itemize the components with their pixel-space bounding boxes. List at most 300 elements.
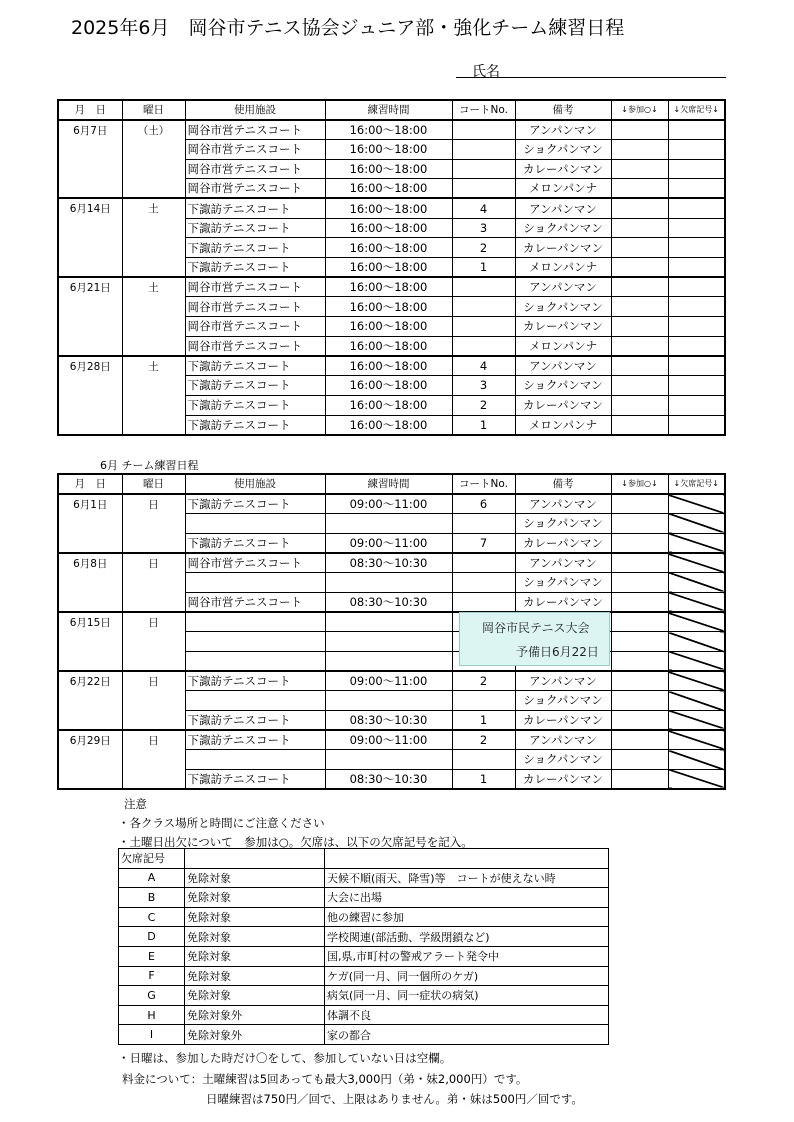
table-row <box>58 750 725 770</box>
attendance-input[interactable] <box>611 277 668 297</box>
court-cell <box>452 336 515 356</box>
court-cell: 3 <box>452 218 515 238</box>
note-cell: メロンパンナ <box>515 179 611 199</box>
court-cell: 2 <box>452 730 515 750</box>
date-cell <box>58 139 122 159</box>
attendance-input[interactable] <box>611 691 668 711</box>
note-cell: ショクパンマン <box>515 572 611 592</box>
day-cell <box>122 218 185 238</box>
absence-type: 免除対象 <box>185 888 325 908</box>
note-cell: アンパンマン <box>515 730 611 750</box>
court-cell: 2 <box>452 395 515 415</box>
day-cell <box>122 651 185 671</box>
absence-code-row <box>119 946 609 966</box>
header-day: 曜日 <box>122 474 185 494</box>
note-cell: アンパンマン <box>515 277 611 297</box>
facility-cell: 下諏訪テニスコート <box>185 218 325 238</box>
table-row <box>58 297 725 317</box>
absence-code-input[interactable] <box>668 258 725 278</box>
facility-cell: 岡谷市営テニスコート <box>185 553 325 573</box>
facility-cell: 岡谷市営テニスコート <box>185 159 325 179</box>
absence-type: 免除対象 <box>185 966 325 986</box>
table-row <box>58 336 725 356</box>
date-cell <box>58 710 122 730</box>
tournament-reserve-day: 予備日6月22日 <box>516 645 599 659</box>
time-cell <box>325 513 452 533</box>
time-cell: 09:00～11:00 <box>325 671 452 691</box>
day-cell: 日 <box>122 730 185 750</box>
absence-code: I <box>119 1025 185 1045</box>
day-cell: 日 <box>122 494 185 514</box>
tournament-name: 岡谷市民テニス大会 <box>482 621 590 635</box>
note-cell: アンパンマン <box>515 494 611 514</box>
header-absence-code: ↓欠席記号↓ <box>668 100 725 120</box>
attendance-input[interactable] <box>611 730 668 750</box>
attendance-input[interactable] <box>611 120 668 140</box>
time-cell: 08:30～10:30 <box>325 769 452 789</box>
absence-type: 免除対象 <box>185 946 325 966</box>
header-note: 備考 <box>515 474 611 494</box>
day-cell: 日 <box>122 612 185 632</box>
facility-cell: 下諏訪テニスコート <box>185 258 325 278</box>
header-facility: 使用施設 <box>185 100 325 120</box>
absence-code-input[interactable] <box>668 572 725 592</box>
attendance-input[interactable] <box>611 513 668 533</box>
attendance-input[interactable] <box>611 651 668 671</box>
absence-code-input[interactable] <box>668 159 725 179</box>
team-schedule-subtitle: 6月 チーム練習日程 <box>100 459 199 472</box>
court-cell <box>452 572 515 592</box>
facility-cell: 岡谷市営テニスコート <box>185 297 325 317</box>
facility-cell: 下諏訪テニスコート <box>185 730 325 750</box>
absence-reason: 国,県,市町村の警戒アラート発令中 <box>325 946 609 966</box>
header-note: 備考 <box>515 100 611 120</box>
facility-cell: 下諏訪テニスコート <box>185 198 325 218</box>
table-row <box>58 513 725 533</box>
day-cell <box>122 710 185 730</box>
time-cell <box>325 612 452 632</box>
court-cell <box>452 553 515 573</box>
date-cell: 6月14日 <box>58 198 122 218</box>
table-row <box>58 238 725 258</box>
date-cell: 6月8日 <box>58 553 122 573</box>
date-cell <box>58 651 122 671</box>
attendance-input[interactable] <box>611 258 668 278</box>
facility-cell: 下諏訪テニスコート <box>185 533 325 553</box>
date-cell <box>58 592 122 612</box>
note-cell: アンパンマン <box>515 120 611 140</box>
time-cell: 16:00～18:00 <box>325 139 452 159</box>
court-cell <box>452 277 515 297</box>
time-cell: 16:00～18:00 <box>325 120 452 140</box>
name-field[interactable] <box>456 77 726 78</box>
attendance-input[interactable] <box>611 415 668 435</box>
table-row <box>58 651 725 671</box>
absence-code-row <box>119 907 609 927</box>
time-cell <box>325 691 452 711</box>
day-cell <box>122 572 185 592</box>
facility-cell <box>185 572 325 592</box>
absence-code-input[interactable] <box>668 297 725 317</box>
absence-header-empty <box>325 849 609 869</box>
header-facility: 使用施設 <box>185 474 325 494</box>
date-cell: 6月1日 <box>58 494 122 514</box>
time-cell: 16:00～18:00 <box>325 317 452 337</box>
day-cell <box>122 592 185 612</box>
day-cell <box>122 415 185 435</box>
court-cell <box>452 120 515 140</box>
table-row <box>58 198 725 218</box>
facility-cell: 下諏訪テニスコート <box>185 494 325 514</box>
attendance-input[interactable] <box>611 159 668 179</box>
time-cell <box>325 572 452 592</box>
table-row <box>58 494 725 514</box>
table-row <box>58 592 725 612</box>
day-cell <box>122 691 185 711</box>
absence-code-input[interactable] <box>668 750 725 770</box>
day-cell <box>122 632 185 652</box>
facility-cell: 下諏訪テニスコート <box>185 671 325 691</box>
attendance-input[interactable] <box>611 297 668 317</box>
absence-code-input[interactable] <box>668 592 725 612</box>
day-cell <box>122 159 185 179</box>
attendance-input[interactable] <box>611 494 668 514</box>
fee-note-2: 日曜練習は750円／回で、上限はありません。弟・妹は500円／回です。 <box>206 1092 583 1106</box>
facility-cell: 下諏訪テニスコート <box>185 238 325 258</box>
date-cell: 6月15日 <box>58 612 122 632</box>
absence-type: 免除対象 <box>185 868 325 888</box>
absence-type: 免除対象 <box>185 986 325 1006</box>
facility-cell: 下諏訪テニスコート <box>185 356 325 376</box>
absence-code-input[interactable] <box>668 415 725 435</box>
time-cell: 09:00～11:00 <box>325 494 452 514</box>
facility-cell: 岡谷市営テニスコート <box>185 277 325 297</box>
day-cell <box>122 336 185 356</box>
date-cell <box>58 632 122 652</box>
table-row <box>58 533 725 553</box>
court-cell: 1 <box>452 415 515 435</box>
table-row <box>58 218 725 238</box>
absence-code-input[interactable] <box>668 336 725 356</box>
note-cell: ショクパンマン <box>515 376 611 396</box>
day-cell <box>122 376 185 396</box>
court-cell: 7 <box>452 533 515 553</box>
header-date: 月 日 <box>58 474 122 494</box>
day-cell <box>122 139 185 159</box>
absence-reason: 天候不順(雨天、降雪)等 コートが使えない時 <box>325 868 609 888</box>
table-row <box>58 730 725 750</box>
absence-code: F <box>119 966 185 986</box>
note-cell: ショクパンマン <box>515 513 611 533</box>
absence-code-row <box>119 888 609 908</box>
day-cell <box>122 395 185 415</box>
header-day: 曜日 <box>122 100 185 120</box>
table-row <box>58 317 725 337</box>
note-cell: アンパンマン <box>515 198 611 218</box>
absence-code-row <box>119 927 609 947</box>
date-cell <box>58 769 122 789</box>
day-cell <box>122 238 185 258</box>
header-court: コートNo. <box>452 100 515 120</box>
date-cell <box>58 258 122 278</box>
absence-header: 欠席記号 <box>119 849 185 869</box>
fee-note-1: 料金について：土曜練習は5回あっても最大3,000円（弟・妹2,000円）です。 <box>122 1072 528 1086</box>
table-row <box>58 553 725 573</box>
time-cell: 09:00～11:00 <box>325 533 452 553</box>
attendance-input[interactable] <box>611 198 668 218</box>
absence-code-input[interactable] <box>668 553 725 573</box>
date-cell <box>58 336 122 356</box>
absence-code-input[interactable] <box>668 198 725 218</box>
attendance-input[interactable] <box>611 218 668 238</box>
court-cell <box>452 297 515 317</box>
absence-code-input[interactable] <box>668 356 725 376</box>
date-cell <box>58 297 122 317</box>
facility-cell: 岡谷市営テニスコート <box>185 592 325 612</box>
note-cell: カレーパンマン <box>515 710 611 730</box>
absence-code-input[interactable] <box>668 730 725 750</box>
date-cell <box>58 750 122 770</box>
absence-code-input[interactable] <box>668 277 725 297</box>
header-time: 練習時間 <box>325 474 452 494</box>
attendance-input[interactable] <box>611 317 668 337</box>
attendance-input[interactable] <box>611 533 668 553</box>
absence-code: G <box>119 986 185 1006</box>
attendance-input[interactable] <box>611 553 668 573</box>
day-cell <box>122 769 185 789</box>
absence-code-input[interactable] <box>668 139 725 159</box>
table-row <box>58 769 725 789</box>
absence-header-empty <box>185 849 325 869</box>
attendance-input[interactable] <box>611 592 668 612</box>
absence-code: A <box>119 868 185 888</box>
attendance-input[interactable] <box>611 750 668 770</box>
absence-code-input[interactable] <box>668 218 725 238</box>
note-cell: ショクパンマン <box>515 139 611 159</box>
facility-cell <box>185 750 325 770</box>
date-cell <box>58 317 122 337</box>
note-cell: ショクパンマン <box>515 218 611 238</box>
header-attend: ↓参加○↓ <box>611 474 668 494</box>
note-cell: カレーパンマン <box>515 769 611 789</box>
time-cell: 16:00～18:00 <box>325 179 452 199</box>
absence-reason: 病気(同一月、同一症状の病気) <box>325 986 609 1006</box>
absence-code-input[interactable] <box>668 632 725 652</box>
table-row <box>58 415 725 435</box>
day-cell: 土 <box>122 277 185 297</box>
date-cell <box>58 238 122 258</box>
day-cell <box>122 513 185 533</box>
court-cell: 1 <box>452 258 515 278</box>
table-row <box>58 139 725 159</box>
facility-cell: 下諏訪テニスコート <box>185 415 325 435</box>
court-cell <box>452 159 515 179</box>
date-cell: 6月22日 <box>58 671 122 691</box>
court-cell <box>452 317 515 337</box>
absence-code-row <box>119 986 609 1006</box>
note-cell: カレーパンマン <box>515 592 611 612</box>
absence-code-input[interactable] <box>668 769 725 789</box>
absence-code-input[interactable] <box>668 494 725 514</box>
absence-code: D <box>119 927 185 947</box>
attendance-input[interactable] <box>611 572 668 592</box>
absence-code-input[interactable] <box>668 238 725 258</box>
page-title: 2025年6月 岡谷市テニス協会ジュニア部・強化チーム練習日程 <box>71 17 625 39</box>
table-row <box>58 376 725 396</box>
date-cell <box>58 533 122 553</box>
team-schedule-table <box>57 473 726 790</box>
note-cell: アンパンマン <box>515 356 611 376</box>
absence-code-input[interactable] <box>668 710 725 730</box>
note-cell: メロンパンナ <box>515 415 611 435</box>
time-cell: 16:00～18:00 <box>325 238 452 258</box>
date-cell <box>58 179 122 199</box>
day-cell: 土 <box>122 356 185 376</box>
court-cell <box>452 691 515 711</box>
absence-code-input[interactable] <box>668 120 725 140</box>
absence-code: E <box>119 946 185 966</box>
facility-cell <box>185 691 325 711</box>
absence-code-table <box>118 848 609 1045</box>
time-cell: 16:00～18:00 <box>325 277 452 297</box>
table-row <box>58 572 725 592</box>
time-cell: 16:00～18:00 <box>325 415 452 435</box>
attendance-input[interactable] <box>611 710 668 730</box>
day-cell: 土 <box>122 198 185 218</box>
court-cell <box>452 750 515 770</box>
attendance-input[interactable] <box>611 632 668 652</box>
table-row <box>58 179 725 199</box>
attendance-input[interactable] <box>611 356 668 376</box>
absence-reason: 大会に出場 <box>325 888 609 908</box>
table-row <box>58 120 725 140</box>
attendance-input[interactable] <box>611 612 668 632</box>
absence-code-input[interactable] <box>668 691 725 711</box>
time-cell: 16:00～18:00 <box>325 356 452 376</box>
note-cell: カレーパンマン <box>515 533 611 553</box>
day-cell: 日 <box>122 553 185 573</box>
facility-cell: 岡谷市営テニスコート <box>185 120 325 140</box>
tournament-note <box>459 612 610 666</box>
time-cell: 16:00～18:00 <box>325 198 452 218</box>
absence-code-row <box>119 1005 609 1025</box>
absence-code-input[interactable] <box>668 317 725 337</box>
absence-code-input[interactable] <box>668 533 725 553</box>
header-absence-code: ↓欠席記号↓ <box>668 474 725 494</box>
note-cell: アンパンマン <box>515 553 611 573</box>
date-cell: 6月7日 <box>58 120 122 140</box>
date-cell: 6月21日 <box>58 277 122 297</box>
date-cell <box>58 159 122 179</box>
court-cell: 3 <box>452 376 515 396</box>
facility-cell: 下諏訪テニスコート <box>185 376 325 396</box>
day-cell <box>122 179 185 199</box>
time-cell: 09:00～11:00 <box>325 730 452 750</box>
court-cell: 4 <box>452 198 515 218</box>
court-cell: 4 <box>452 356 515 376</box>
table-row <box>58 612 725 632</box>
table-row <box>58 356 725 376</box>
time-cell: 08:30～10:30 <box>325 710 452 730</box>
facility-cell: 下諏訪テニスコート <box>185 395 325 415</box>
table-row <box>58 671 725 691</box>
facility-cell: 岡谷市営テニスコート <box>185 179 325 199</box>
note-cell: メロンパンナ <box>515 258 611 278</box>
time-cell: 16:00～18:00 <box>325 376 452 396</box>
note-cell: カレーパンマン <box>515 317 611 337</box>
absence-code-input[interactable] <box>668 671 725 691</box>
court-cell: 2 <box>452 671 515 691</box>
attendance-input[interactable] <box>611 376 668 396</box>
absence-code-input[interactable] <box>668 376 725 396</box>
absence-code-input[interactable] <box>668 612 725 632</box>
court-cell <box>452 179 515 199</box>
note-cell: ショクパンマン <box>515 691 611 711</box>
name-label: 氏名 <box>472 64 500 80</box>
date-cell <box>58 691 122 711</box>
court-cell <box>452 139 515 159</box>
day-cell <box>122 297 185 317</box>
attendance-input[interactable] <box>611 336 668 356</box>
facility-cell <box>185 612 325 632</box>
attendance-input[interactable] <box>611 238 668 258</box>
absence-type: 免除対象 <box>185 907 325 927</box>
court-cell: 1 <box>452 769 515 789</box>
attendance-input[interactable] <box>611 395 668 415</box>
absence-reason: 他の練習に参加 <box>325 907 609 927</box>
table-row <box>58 632 725 652</box>
day-cell <box>122 533 185 553</box>
absence-code: B <box>119 888 185 908</box>
day-cell: 日 <box>122 671 185 691</box>
header-time: 練習時間 <box>325 100 452 120</box>
time-cell: 16:00～18:00 <box>325 297 452 317</box>
time-cell <box>325 750 452 770</box>
absence-code-input[interactable] <box>668 179 725 199</box>
note-cell: カレーパンマン <box>515 159 611 179</box>
table-row <box>58 258 725 278</box>
time-cell: 16:00～18:00 <box>325 258 452 278</box>
attendance-input[interactable] <box>611 769 668 789</box>
attendance-input[interactable] <box>611 139 668 159</box>
absence-code-input[interactable] <box>668 395 725 415</box>
time-cell: 16:00～18:00 <box>325 395 452 415</box>
time-cell: 16:00～18:00 <box>325 159 452 179</box>
absence-reason: 学校関連(部活動、学級閉鎖など) <box>325 927 609 947</box>
absence-reason: 体調不良 <box>325 1005 609 1025</box>
attendance-input[interactable] <box>611 671 668 691</box>
absence-type: 免除対象外 <box>185 1025 325 1045</box>
note-line-1: ・各クラス場所と時間にご注意ください <box>118 816 325 830</box>
date-cell <box>58 218 122 238</box>
absence-code-input[interactable] <box>668 651 725 671</box>
absence-code-row <box>119 1025 609 1045</box>
facility-cell <box>185 651 325 671</box>
absence-type: 免除対象 <box>185 927 325 947</box>
facility-cell: 岡谷市営テニスコート <box>185 139 325 159</box>
attendance-input[interactable] <box>611 179 668 199</box>
day-cell <box>122 258 185 278</box>
note-line-2: ・土曜日出欠について 参加は○。欠席は、以下の欠席記号を記入。 <box>118 835 473 849</box>
note-cell: ショクパンマン <box>515 297 611 317</box>
court-cell <box>452 592 515 612</box>
absence-reason: 家の都合 <box>325 1025 609 1045</box>
facility-cell: 下諏訪テニスコート <box>185 769 325 789</box>
table-row <box>58 710 725 730</box>
absence-code-input[interactable] <box>668 513 725 533</box>
facility-cell: 下諏訪テニスコート <box>185 710 325 730</box>
facility-cell <box>185 632 325 652</box>
